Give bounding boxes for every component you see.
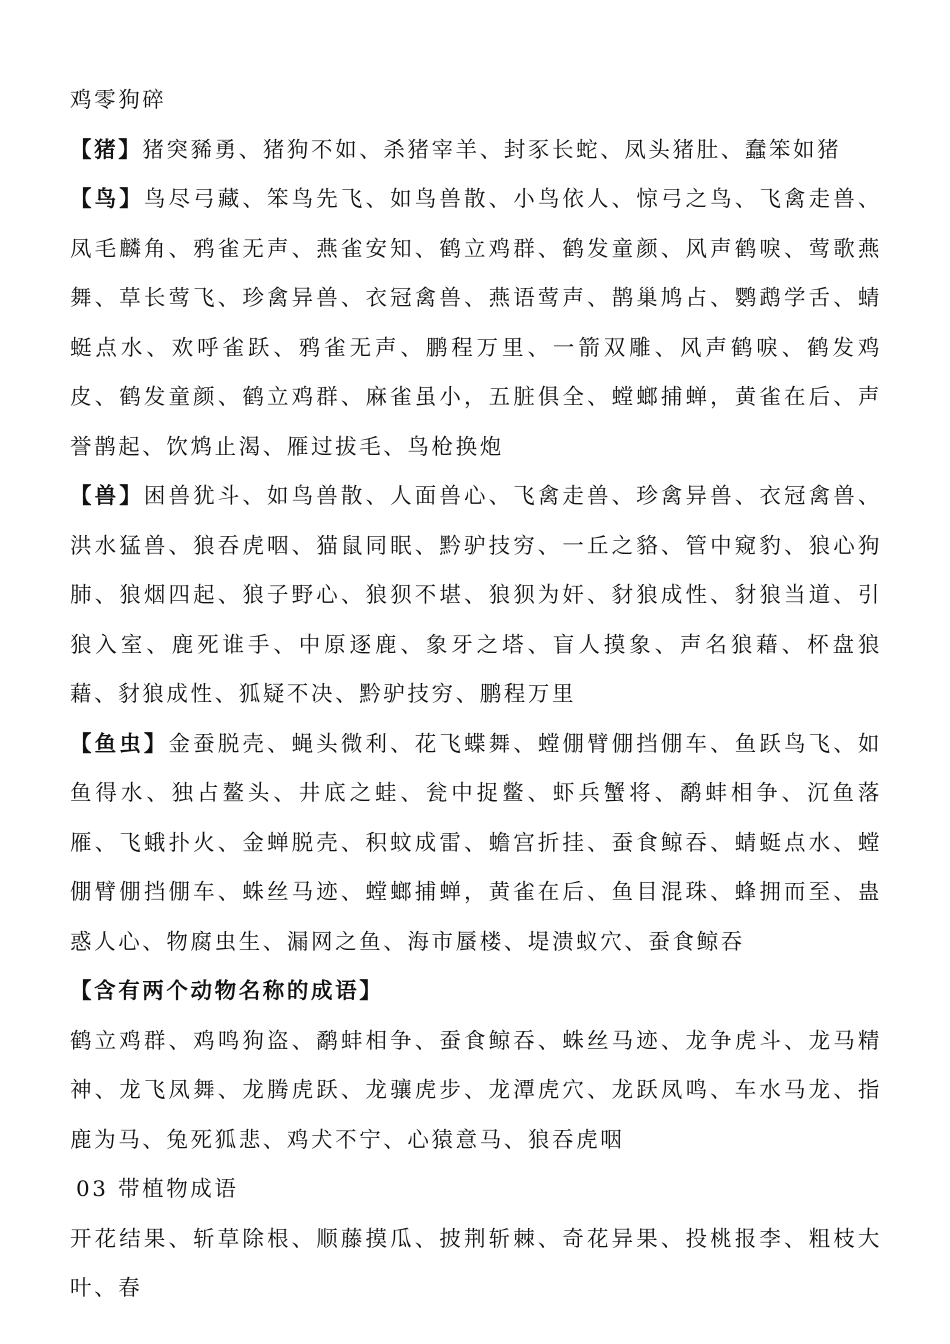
paragraph-text: 鸟尽弓藏、笨鸟先飞、如鸟兽散、小鸟依人、惊弓之鸟、飞禽走兽、凤毛麟角、鸦雀无声、燕雀安知、鹤立鸡群、鹤发童颜、风声鹤唳、莺歌燕舞、草长莺飞、珍禽异兽、衣冠禽兽、燕语莺声、鹊巢鸠占、鹦鹉学舌、蜻蜓点水、欢呼雀跃、鸦雀无声、鹏程万里、一箭双雕、风声鹤唳、鹤发鸡皮、鹤发童颜、鹤立鸡群、麻雀虽小，五脏俱全、螳螂捕蝉，黄雀在后、声誉鹊起、饮鸩止渴、雁过拔毛、鸟枪换炮 (70, 187, 882, 460)
paragraph-text: 鸡零狗碎 (70, 88, 167, 113)
paragraph-two-animals (70, 1017, 882, 1166)
section-label-beast: 【兽】 (70, 484, 144, 509)
section-label-two-animals: 【含有两个动物名称的成语】 (70, 979, 384, 1004)
paragraph-pig (70, 126, 882, 176)
paragraph-chicken-tail (70, 76, 882, 126)
section-label-bird: 【鸟】 (70, 187, 144, 212)
paragraph-fish-insect (70, 720, 882, 968)
paragraph-beast (70, 472, 882, 720)
paragraph-text: 鹤立鸡群、鸡鸣狗盗、鹬蚌相争、蚕食鲸吞、蛛丝马迹、龙争虎斗、龙马精神、龙飞凤舞、龙腾虎跃、龙骧虎步、龙潭虎穴、龙跃凤鸣、车水马龙、指鹿为马、兔死狐悲、鸡犬不宁、心猿意马、狼吞虎咽 (70, 1028, 882, 1153)
section-label-pig: 【猪】 (70, 137, 143, 163)
section-heading-two-animals (70, 967, 882, 1017)
section-label-fish-insect: 【鱼虫】 (70, 731, 169, 757)
paragraph-text: 猪突豨勇、猪狗不如、杀猪宰羊、封豕长蛇、凤头猪肚、蠢笨如猪 (142, 137, 842, 163)
paragraph-text: 金蚕脱壳、蝇头微利、花飞蝶舞、螳倗臂倗挡倗车、鱼跃鸟飞、如鱼得水、独占鳌头、井底之蛙、瓮中捉鳖、虾兵蟹将、鹬蚌相争、沉鱼落雁、飞蛾扑火、金蝉脱壳、积蚊成雷、蟾宫折挂、蚕食鲸吞、蜻蜓点水、螳倗臂倗挡倗车、蛛丝马迹、螳螂捕蝉，黄雀在后、鱼目混珠、蜂拥而至、蛊惑人心、物腐虫生、漏网之鱼、海市蜃楼、堤溃蚁穴、蚕食鲸吞 (70, 731, 883, 955)
document-body (70, 76, 882, 1314)
section-heading-text: 03 带植物成语 (76, 1177, 239, 1202)
paragraph-plants (70, 1215, 882, 1314)
paragraph-text: 困兽犹斗、如鸟兽散、人面兽心、飞禽走兽、珍禽异兽、衣冠禽兽、洪水猛兽、狼吞虎咽、猫鼠同眠、黔驴技穷、一丘之貉、管中窥豹、狼心狗肺、狼烟四起、狼子野心、狼狈不堪、狼狈为奸、豺狼成性、豺狼当道、引狼入室、鹿死谁手、中原逐鹿、象牙之塔、盲人摸象、声名狼藉、杯盘狼藉、豺狼成性、狐疑不决、黔驴技穷、鹏程万里 (70, 484, 882, 707)
section-heading-plants (70, 1165, 882, 1215)
paragraph-bird (70, 175, 882, 472)
paragraph-text: 开花结果、斩草除根、顺藤摸瓜、披荆斩棘、奇花异果、投桃报李、粗枝大叶、春 (70, 1226, 882, 1301)
